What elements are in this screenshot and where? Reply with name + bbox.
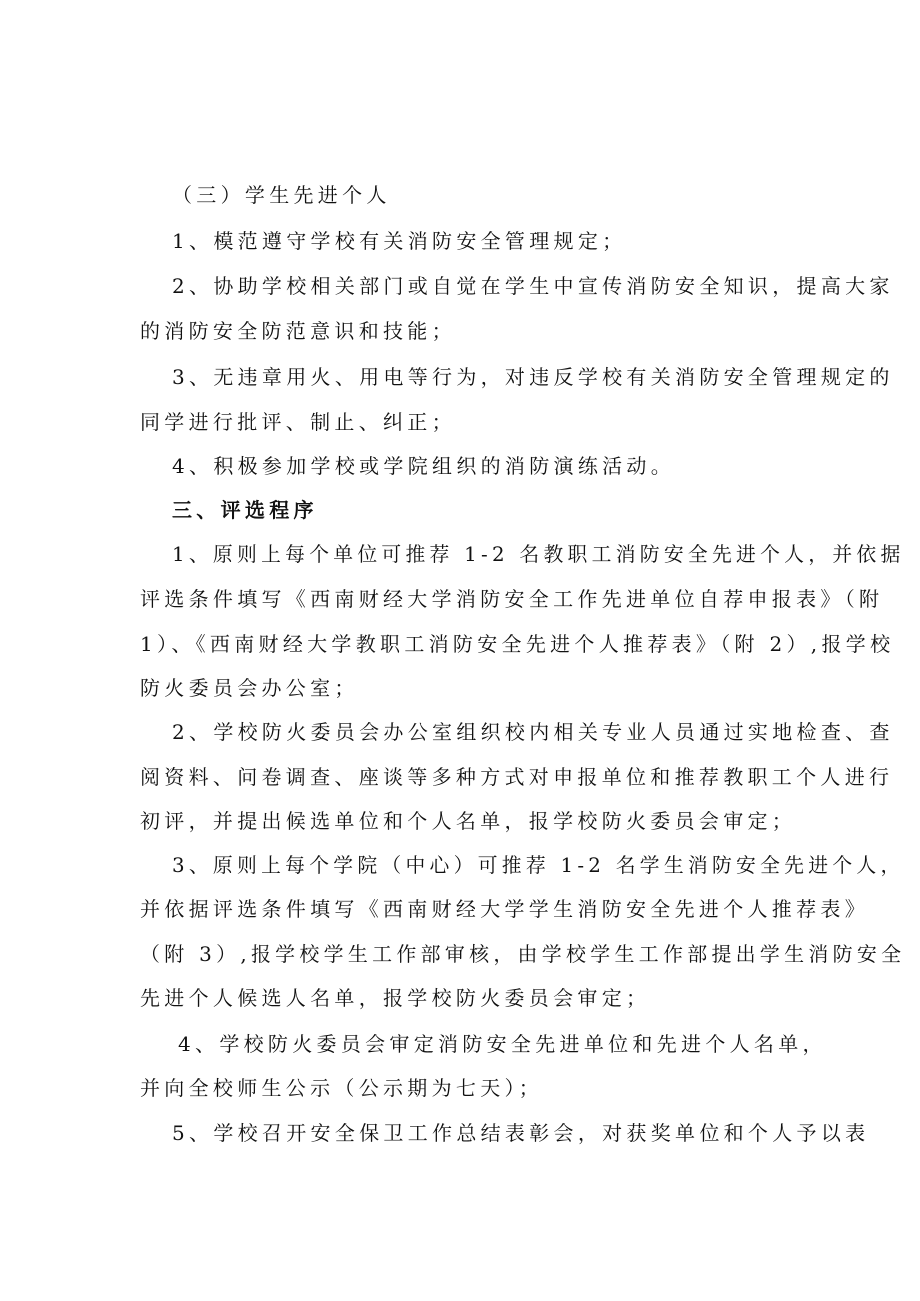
paragraph-line: 3、无违章用火、用电等行为，对违反学校有关消防安全管理规定的 — [172, 365, 894, 389]
paragraph-line: 5、学校召开安全保卫工作总结表彰会，对获奖单位和个人予以表 — [172, 1121, 870, 1145]
section-heading-selection-procedure: 三、评选程序 — [172, 498, 318, 522]
paragraph-line: 1、模范遵守学校有关消防安全管理规定； — [172, 229, 627, 253]
paragraph-line: 并依据评选条件填写《西南财经大学学生消防安全先进个人推荐表》 — [140, 897, 869, 921]
paragraph-line: 4、学校防火委员会审定消防安全先进单位和先进个人名单， — [178, 1032, 827, 1056]
paragraph-line: 评选条件填写《西南财经大学消防安全工作先进单位自荐申报表》（附 — [140, 587, 884, 611]
paragraph-line: 并向全校师生公示（公示期为七天）； — [140, 1076, 544, 1100]
paragraph-line: 防火委员会办公室； — [140, 676, 359, 700]
paragraph-line: 2、学校防火委员会办公室组织校内相关专业人员通过实地检查、查 — [172, 720, 894, 744]
paragraph-line: 4、积极参加学校或学院组织的消防演练活动。 — [172, 454, 676, 478]
paragraph-line: 3、原则上每个学院（中心）可推荐 1-2 名学生消防安全先进个人， — [172, 853, 905, 877]
paragraph-line: 1）、《西南财经大学教职工消防安全先进个人推荐表》（附 2）,报学校 — [140, 632, 895, 656]
paragraph-line: 阅资料、问卷调查、座谈等多种方式对申报单位和推荐教职工个人进行 — [140, 765, 894, 789]
paragraph-line: （附 3）,报学校学生工作部审核，由学校学生工作部提出学生消防安全 — [140, 942, 906, 966]
paragraph-line: 2、协助学校相关部门或自觉在学生中宣传消防安全知识，提高大家 — [172, 274, 894, 298]
paragraph-line: 的消防安全防范意识和技能； — [140, 319, 456, 343]
paragraph-line: 同学进行批评、制止、纠正； — [140, 410, 456, 434]
section-heading-student-individuals: （三）学生先进个人 — [172, 183, 391, 207]
paragraph-line: 初评，并提出候选单位和个人名单，报学校防火委员会审定； — [140, 809, 797, 833]
paragraph-line: 1、原则上每个单位可推荐 1-2 名教职工消防安全先进个人，并依据 — [172, 542, 905, 566]
paragraph-line: 先进个人候选人名单，报学校防火委员会审定； — [140, 986, 651, 1010]
